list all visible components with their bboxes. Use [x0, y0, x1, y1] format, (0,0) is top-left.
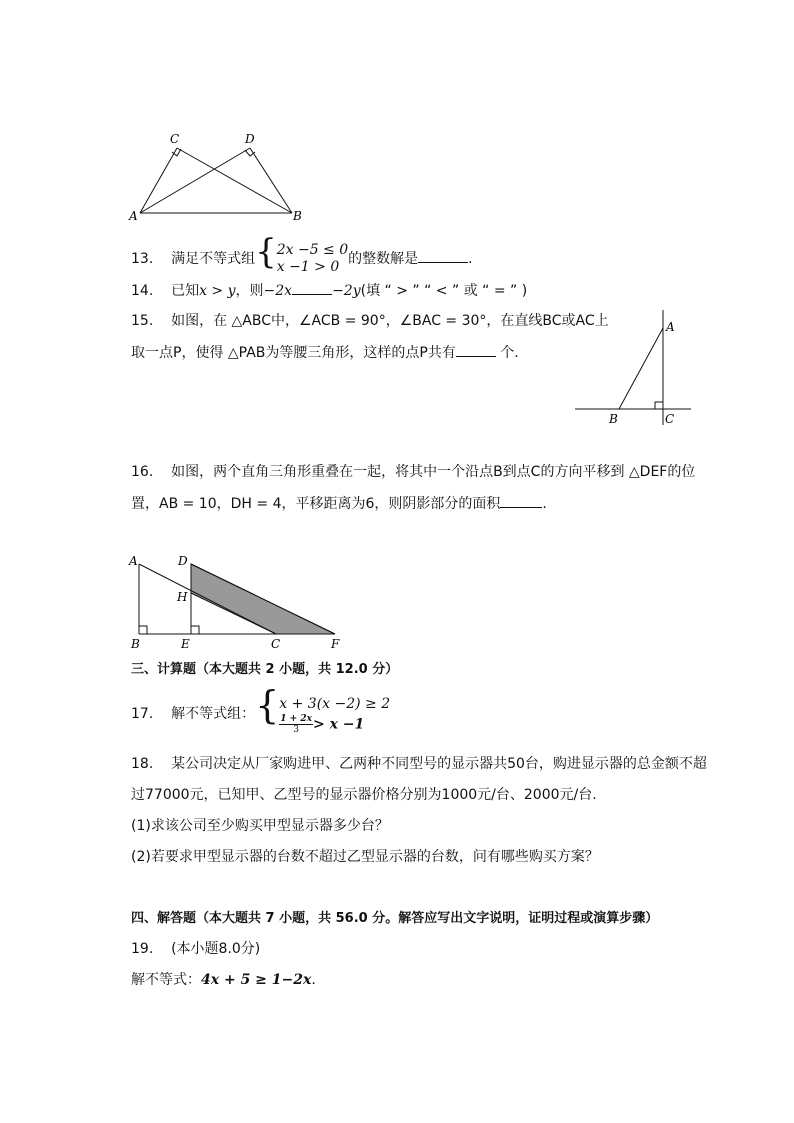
q17-eq2-rest: > x −1 — [312, 716, 365, 732]
q15-answer-blank[interactable] — [456, 342, 496, 357]
q14-rhs: −2y — [332, 283, 361, 299]
q16-line2a: 置，AB = 10，DH = 4，平移距离为6，则阴影部分的面积 — [131, 496, 501, 512]
q15-number: 15. — [131, 313, 154, 329]
q13-eq1: 2x −5 ≤ 0 — [276, 242, 349, 258]
q15-label-b: B — [609, 412, 618, 426]
q15-line2a: 取一点P，使得 △PAB为等腰三角形，这样的点P共有 — [131, 345, 456, 361]
question-13: 13. 满足不等式组{2x −5 ≤ 0 x −1 > 0 的整数解是 . — [131, 232, 473, 275]
figure-q15-triangle — [575, 310, 695, 430]
question-16-line2: 置，AB = 10，DH = 4，平移距离为6，则阴影部分的面积 . — [131, 493, 547, 514]
figure-q16-translated-triangles — [125, 550, 355, 652]
q16-label-b: B — [131, 637, 140, 651]
question-18-line1 — [131, 754, 707, 774]
q13-text-after: 的整数解是 — [348, 251, 419, 267]
q16-label-a: A — [129, 554, 138, 568]
q13-eq2: x −1 > 0 — [276, 259, 340, 275]
q18-sub2: (2)若要求甲型显示器的台数不超过乙型显示器的台数，问有哪些购买方案？ — [131, 849, 599, 865]
question-15-line1 — [131, 311, 609, 331]
question-16-line1 — [131, 462, 695, 482]
q16-label-h: H — [177, 590, 188, 604]
label-d: D — [245, 132, 255, 146]
q16-label-f: F — [331, 637, 340, 651]
q16-answer-blank[interactable] — [500, 493, 542, 508]
q13-text-before: 满足不等式组 — [171, 251, 256, 267]
q14-answer-blank[interactable] — [292, 280, 332, 295]
q15-label-a: A — [666, 320, 675, 334]
q19-expression: 4x + 5 ≥ 1−2x — [201, 972, 312, 988]
q15-line1: 如图，在 △ABC中，∠ACB = 90°，∠BAC = 30°，在直线BC或AC上 — [171, 313, 609, 329]
question-19-body: 解不等式：4x + 5 ≥ 1−2x. — [131, 972, 316, 988]
question-15-line2: 取一点P，使得 △PAB为等腰三角形，这样的点P共有 个. — [131, 342, 519, 363]
q18-number: 18. — [131, 756, 154, 772]
q16-label-c: C — [271, 637, 281, 651]
figure-crossed-triangles — [125, 128, 315, 228]
q13-system — [277, 242, 348, 276]
q16-label-d: D — [178, 554, 188, 568]
section-4-title: 四、解答题（本大题共 7 小题，共 56.0 分。解答应写出文字说明，证明过程或演算步骤） — [131, 911, 659, 926]
label-a: A — [129, 209, 138, 223]
q16-line1: 如图，两个直角三角形重叠在一起，将其中一个沿点B到点C的方向平移到 △DEF的位 — [171, 464, 696, 480]
q16-number: 16. — [131, 464, 154, 480]
q14-hint: (填 “ > ” “ < ” 或 “ = ” ) — [360, 283, 528, 299]
q17-fraction: $\frac{1 + 2x}{3}$ — [280, 713, 312, 735]
label-b: B — [293, 209, 302, 223]
q18-sub1: (1)求该公司至少购买甲型显示器多少台？ — [131, 818, 389, 834]
q13-number: 13. — [131, 251, 154, 267]
section-3-title: 三、计算题（本大题共 2 小题，共 12.0 分） — [131, 662, 399, 677]
label-c: C — [170, 132, 180, 146]
q14-lhs: −2x — [263, 283, 293, 299]
question-14: 14. 已知x > y，则−2x −2y(填 “ > ” “ < ” 或 “ = ” ) — [131, 280, 527, 301]
q13-answer-blank[interactable] — [418, 248, 468, 263]
q15-label-c: C — [665, 412, 675, 426]
q14-condition: x > y — [199, 283, 236, 299]
q18-line2: 过77000元，已知甲、乙型号的显示器价格分别为1000元/台、2000元/台. — [131, 787, 597, 803]
q19-number: 19. — [131, 941, 154, 957]
q16-label-e: E — [181, 637, 190, 651]
q18-line1: 某公司决定从厂家购进甲、乙两种不同型号的显示器共50台，购进显示器的总金额不超 — [171, 756, 707, 772]
question-17: 17. 解不等式组：{x + 3(x −2) ≥ 2 $\frac{1 + 2x}{3}$ > x −1 — [131, 683, 391, 735]
q17-number: 17. — [131, 706, 154, 722]
q14-number: 14. — [131, 283, 154, 299]
q17-system — [279, 694, 390, 735]
question-19-header — [131, 939, 260, 959]
q19-score: (本小题8.0分) — [171, 941, 261, 957]
q17-eq1: x + 3(x −2) ≥ 2 — [279, 695, 391, 712]
